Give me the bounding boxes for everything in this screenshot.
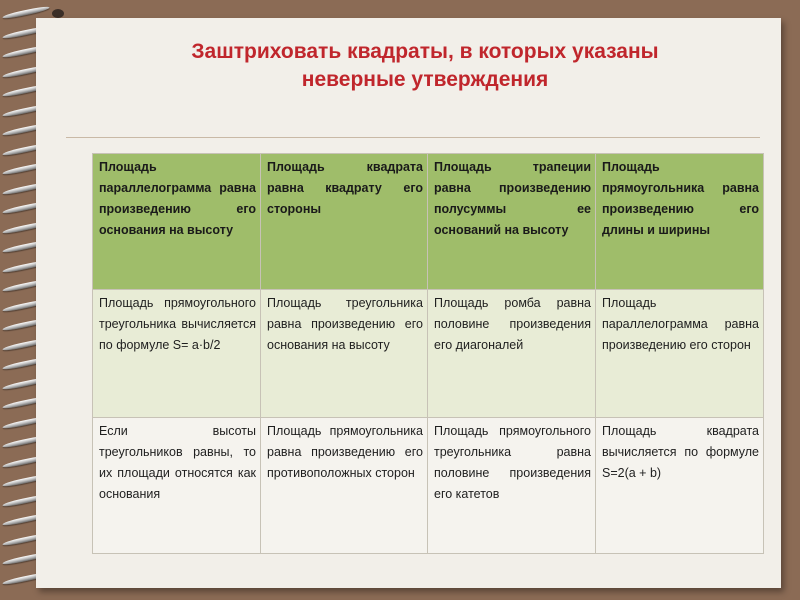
statement-text: Площадь треугольника равна произведению его основания на высоту	[267, 296, 423, 352]
statement-cell[interactable]	[261, 290, 428, 418]
statement-text: Площадь параллелограмма равна произведению его основания на высоту	[99, 160, 256, 237]
statement-cell[interactable]	[428, 290, 596, 418]
table-row	[93, 154, 764, 290]
statement-cell[interactable]	[261, 418, 428, 554]
statement-cell[interactable]	[596, 290, 764, 418]
statement-cell[interactable]	[596, 418, 764, 554]
statements-table	[92, 153, 764, 554]
table-row	[93, 418, 764, 554]
title-line-2: неверные утверждения	[301, 68, 549, 91]
statement-cell[interactable]	[93, 290, 261, 418]
title-line-1: Заштриховать квадраты, в которых указаны	[191, 40, 659, 63]
statement-text: Площадь прямоугольника равна произведению его длины и ширины	[602, 160, 759, 237]
statement-cell[interactable]	[93, 418, 261, 554]
statement-text: Площадь прямоугольного треугольника вычисляется по формуле S= a·b/2	[99, 296, 256, 352]
spiral-ring-icon	[2, 8, 68, 18]
statement-text: Площадь прямоугольника равна произведению его противоположных сторон	[267, 424, 423, 480]
table-row	[93, 290, 764, 418]
statement-text: Площадь ромба равна половине произведения его диагоналей	[434, 296, 591, 352]
statement-cell[interactable]	[428, 418, 596, 554]
statement-text: Площадь трапеции равна произведению полусуммы ее оснований на высоту	[434, 160, 591, 237]
statement-text: Площадь параллелограмма равна произведению его сторон	[602, 296, 759, 352]
statement-text: Площадь квадрата равна квадрату его стороны	[267, 160, 423, 216]
statement-cell[interactable]	[428, 154, 596, 290]
statement-text: Если высоты треугольников равны, то их площади относятся как основания	[99, 424, 256, 501]
statement-cell[interactable]	[596, 154, 764, 290]
page-title	[80, 38, 770, 94]
statement-cell[interactable]	[93, 154, 261, 290]
statement-cell[interactable]	[261, 154, 428, 290]
divider	[66, 137, 760, 138]
statement-text: Площадь квадрата вычисляется по формуле S=2(a + b)	[602, 424, 759, 480]
statement-text: Площадь прямоугольного треугольника равна половине произведения его катетов	[434, 424, 591, 501]
